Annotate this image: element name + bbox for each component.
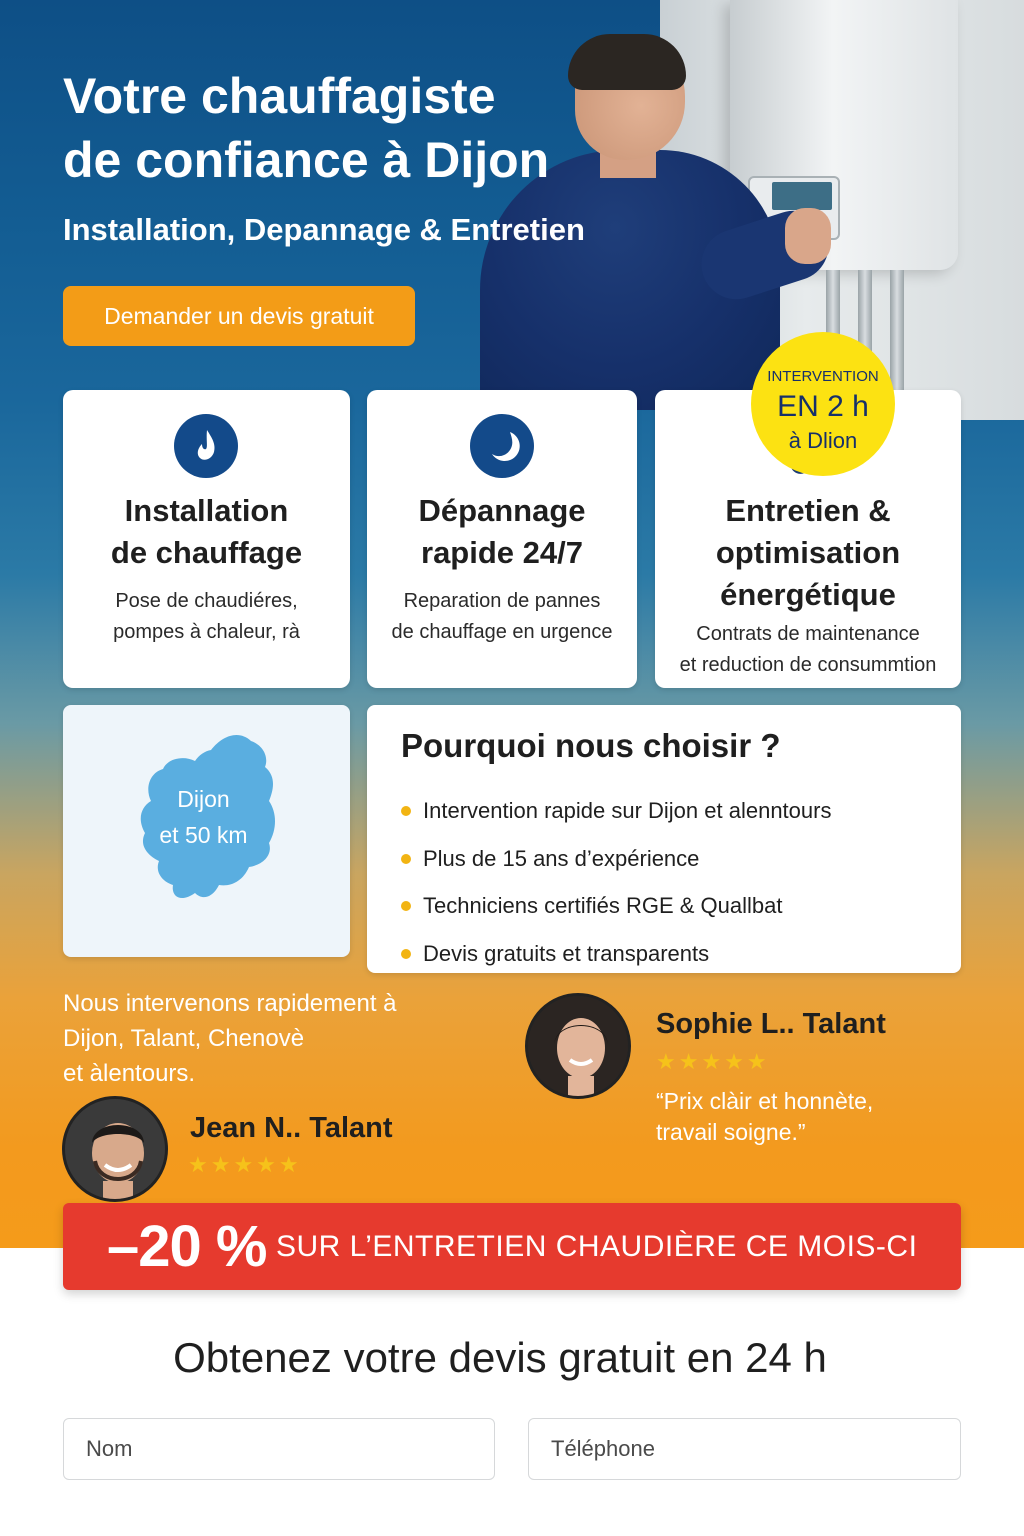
name-field[interactable] bbox=[63, 1418, 495, 1480]
promo-text: SUR L’ENTRETIEN CHAUDIÈRE CE MOIS-CI bbox=[276, 1230, 918, 1263]
why-choose-us-card bbox=[367, 705, 961, 973]
quote-form-title: Obtenez votre devis gratuit en 24 h bbox=[173, 1334, 827, 1381]
why-item-text: Plus de 15 ans d’expérience bbox=[423, 845, 700, 871]
service-desc-line1: Reparation de pannes bbox=[403, 590, 601, 612]
service-title-line1: Entretien & bbox=[725, 493, 891, 528]
bullet-icon bbox=[401, 854, 411, 864]
why-title: Pourquoi nous choisir ? bbox=[401, 727, 781, 764]
coverage-map-card bbox=[63, 705, 350, 957]
quote-line2: travail soigne.” bbox=[656, 1119, 806, 1145]
why-item bbox=[401, 882, 831, 930]
promo-banner[interactable] bbox=[63, 1203, 961, 1290]
technician-hand bbox=[785, 208, 831, 264]
service-title bbox=[63, 490, 350, 574]
service-card-installation[interactable] bbox=[63, 390, 350, 688]
zone-line1: Nous intervenons rapidement à bbox=[63, 990, 397, 1017]
bullet-icon bbox=[401, 901, 411, 911]
why-item bbox=[401, 930, 831, 978]
reviewer-name: Sophie L.. Talant bbox=[656, 1008, 886, 1040]
hero-title-line1: Votre chauffagiste bbox=[63, 68, 496, 124]
why-item bbox=[401, 787, 831, 835]
boiler-display bbox=[772, 182, 832, 210]
service-zone-text bbox=[63, 986, 483, 1091]
bullet-icon bbox=[401, 949, 411, 959]
bullet-icon bbox=[401, 806, 411, 816]
map-label-line2: et 50 km bbox=[159, 822, 248, 848]
hero-title bbox=[63, 64, 623, 192]
promo-discount: –20 % bbox=[107, 1214, 267, 1279]
zone-line3: et àlentours. bbox=[63, 1060, 196, 1087]
review-quote bbox=[656, 1086, 873, 1148]
service-title bbox=[367, 490, 637, 574]
service-desc-line1: Contrats de maintenance bbox=[696, 623, 920, 645]
avatar-sophie bbox=[525, 993, 631, 1099]
service-title-line3: énergétique bbox=[720, 577, 896, 612]
intervention-badge bbox=[751, 332, 895, 476]
service-description bbox=[655, 619, 961, 681]
service-title-line2: rapide 24/7 bbox=[421, 535, 583, 570]
service-title bbox=[655, 490, 961, 616]
quote-line1: “Prix clàir et honnète, bbox=[656, 1088, 874, 1114]
reviewer-name: Jean N.. Talant bbox=[190, 1112, 393, 1144]
hero-title-line2: de confiance à Dijon bbox=[63, 132, 550, 188]
why-list bbox=[401, 787, 831, 977]
flame-icon bbox=[174, 414, 238, 478]
why-item bbox=[401, 835, 831, 883]
star-rating-icon: ★★★★★ bbox=[656, 1050, 770, 1075]
badge-line3: à Dlion bbox=[788, 428, 858, 453]
service-desc-line2: et reduction de consummtion bbox=[679, 654, 937, 676]
service-description bbox=[63, 586, 350, 648]
why-item-text: Techniciens certifiés RGE & Quallbat bbox=[423, 893, 783, 918]
badge-line2: EN 2 h bbox=[777, 390, 869, 423]
zone-line2: Dijon, Talant, Chenovè bbox=[63, 1025, 305, 1052]
service-desc-line2: de chauffage en urgence bbox=[391, 621, 613, 643]
service-title-line2: de chauffage bbox=[110, 535, 303, 570]
service-desc-line1: Pose de chaudiéres, bbox=[115, 590, 298, 612]
quote-request-button[interactable]: Demander un devis gratuit bbox=[63, 286, 415, 346]
why-item-text: Intervention rapide sur Dijon et alenntours bbox=[423, 798, 832, 823]
service-desc-line2: pompes à chaleur, rà bbox=[113, 621, 300, 643]
hero-subtitle: Installation, Depannage & Entretien bbox=[63, 212, 585, 247]
service-title-line1: Installation bbox=[124, 493, 289, 528]
avatar-jean bbox=[62, 1096, 168, 1202]
service-title-line2: optimisation bbox=[715, 535, 901, 570]
wrench-icon bbox=[470, 414, 534, 478]
map-label bbox=[121, 781, 286, 853]
map-label-line1: Dijon bbox=[177, 786, 230, 812]
service-card-depannage[interactable] bbox=[367, 390, 637, 688]
phone-field[interactable] bbox=[528, 1418, 961, 1480]
service-description bbox=[367, 586, 637, 648]
why-item-text: Devis gratuits et transparents bbox=[423, 940, 710, 966]
star-rating-icon: ★★★★★ bbox=[188, 1153, 302, 1178]
badge-line1: INTERVENTION bbox=[767, 368, 879, 385]
service-title-line1: Dépannage bbox=[418, 493, 586, 528]
